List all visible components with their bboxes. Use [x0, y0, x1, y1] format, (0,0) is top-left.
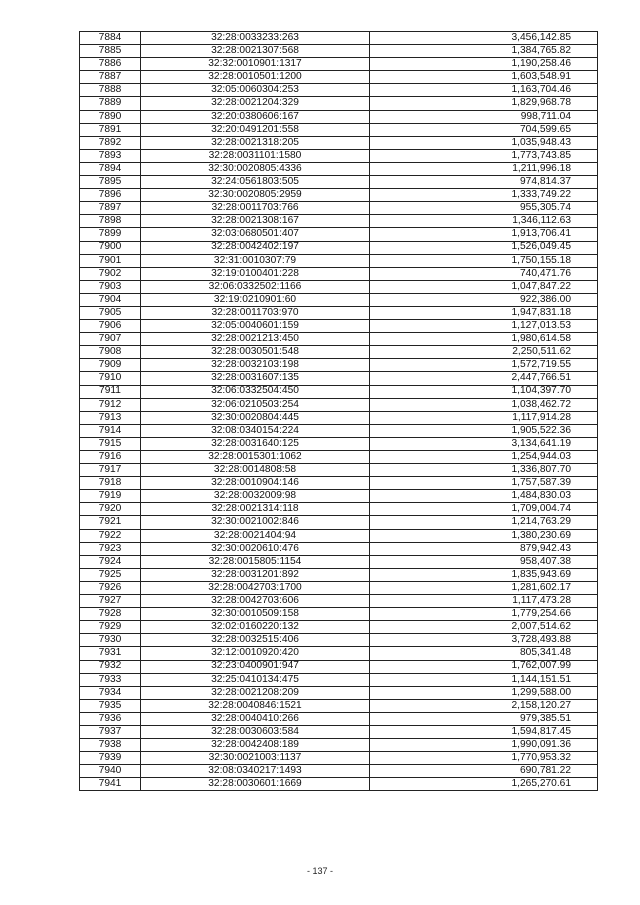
table-row — [80, 542, 598, 555]
row-number-cell: 7901 — [80, 254, 141, 267]
value-cell: 1,144,151.51 — [370, 673, 598, 686]
cadastral-number-cell: 32:05:0040601:159 — [141, 320, 370, 333]
table-row — [80, 529, 598, 542]
cadastral-number-cell: 32:28:0030601:1669 — [141, 778, 370, 791]
value-cell: 1,038,462.72 — [370, 398, 598, 411]
cadastral-number-cell: 32:19:0210901:60 — [141, 293, 370, 306]
value-cell: 1,572,719.55 — [370, 359, 598, 372]
table-row — [80, 254, 598, 267]
cadastral-number-cell: 32:28:0040846:1521 — [141, 699, 370, 712]
table-row — [80, 673, 598, 686]
row-number-cell: 7912 — [80, 398, 141, 411]
table-row — [80, 346, 598, 359]
table-row — [80, 320, 598, 333]
cadastral-number-cell: 32:28:0021318:205 — [141, 136, 370, 149]
value-cell: 740,471.76 — [370, 267, 598, 280]
table-row — [80, 555, 598, 568]
table-row — [80, 660, 598, 673]
cadastral-number-cell: 32:06:0332504:450 — [141, 385, 370, 398]
table-row — [80, 84, 598, 97]
row-number-cell: 7908 — [80, 346, 141, 359]
table-row — [80, 739, 598, 752]
cadastral-number-cell: 32:28:0021213:450 — [141, 333, 370, 346]
cadastral-number-cell: 32:28:0011703:766 — [141, 202, 370, 215]
cadastral-number-cell: 32:19:0100401:228 — [141, 267, 370, 280]
value-cell: 1,336,807.70 — [370, 464, 598, 477]
value-cell: 3,728,493.88 — [370, 634, 598, 647]
table-row — [80, 202, 598, 215]
cadastral-number-cell: 32:28:0030501:548 — [141, 346, 370, 359]
table-row — [80, 71, 598, 84]
value-cell: 1,214,763.29 — [370, 516, 598, 529]
row-number-cell: 7919 — [80, 490, 141, 503]
value-cell: 1,127,013.53 — [370, 320, 598, 333]
row-number-cell: 7903 — [80, 280, 141, 293]
row-number-cell: 7914 — [80, 424, 141, 437]
value-cell: 2,158,120.27 — [370, 699, 598, 712]
cadastral-number-cell: 32:28:0032009:98 — [141, 490, 370, 503]
cadastral-number-cell: 32:28:0021314:118 — [141, 503, 370, 516]
cadastral-number-cell: 32:28:0032515:406 — [141, 634, 370, 647]
row-number-cell: 7888 — [80, 84, 141, 97]
value-cell: 922,386.00 — [370, 293, 598, 306]
value-cell: 1,757,587.39 — [370, 477, 598, 490]
cadastral-number-cell: 32:23:0400901:947 — [141, 660, 370, 673]
cadastral-number-cell: 32:28:0014808:58 — [141, 464, 370, 477]
value-cell: 1,117,473.28 — [370, 595, 598, 608]
row-number-cell: 7930 — [80, 634, 141, 647]
value-cell: 1,526,049.45 — [370, 241, 598, 254]
row-number-cell: 7902 — [80, 267, 141, 280]
cadastral-number-cell: 32:28:0011703:970 — [141, 306, 370, 319]
value-cell: 958,407.38 — [370, 555, 598, 568]
table-row — [80, 241, 598, 254]
cadastral-number-cell: 32:30:0020610:476 — [141, 542, 370, 555]
row-number-cell: 7890 — [80, 110, 141, 123]
table-row — [80, 97, 598, 110]
value-cell: 1,299,588.00 — [370, 686, 598, 699]
cadastral-number-cell: 32:02:0160220:132 — [141, 621, 370, 634]
table-row — [80, 437, 598, 450]
row-number-cell: 7892 — [80, 136, 141, 149]
cadastral-number-cell: 32:32:0010901:1317 — [141, 58, 370, 71]
cadastral-number-cell: 32:05:0060304:253 — [141, 84, 370, 97]
table-row — [80, 503, 598, 516]
table-row — [80, 398, 598, 411]
row-number-cell: 7886 — [80, 58, 141, 71]
value-cell: 879,942.43 — [370, 542, 598, 555]
cadastral-number-cell: 32:28:0021308:167 — [141, 215, 370, 228]
table-row — [80, 647, 598, 660]
table-row — [80, 176, 598, 189]
row-number-cell: 7913 — [80, 411, 141, 424]
table-row — [80, 32, 598, 45]
table-row — [80, 372, 598, 385]
value-cell: 690,781.22 — [370, 765, 598, 778]
row-number-cell: 7897 — [80, 202, 141, 215]
row-number-cell: 7924 — [80, 555, 141, 568]
table-row — [80, 149, 598, 162]
table-row — [80, 778, 598, 791]
row-number-cell: 7920 — [80, 503, 141, 516]
value-cell: 955,305.74 — [370, 202, 598, 215]
cadastral-number-cell: 32:28:0021208:209 — [141, 686, 370, 699]
cadastral-number-cell: 32:12:0010920:420 — [141, 647, 370, 660]
value-cell: 1,990,091.36 — [370, 739, 598, 752]
table-row — [80, 189, 598, 202]
table-row — [80, 451, 598, 464]
value-cell: 2,250,511.62 — [370, 346, 598, 359]
row-number-cell: 7893 — [80, 149, 141, 162]
value-cell: 1,829,968.78 — [370, 97, 598, 110]
table-row — [80, 516, 598, 529]
cadastral-number-cell: 32:28:0031101:1580 — [141, 149, 370, 162]
value-cell: 704,599.65 — [370, 123, 598, 136]
cadastral-number-cell: 32:28:0040410:266 — [141, 712, 370, 725]
value-cell: 805,341.48 — [370, 647, 598, 660]
row-number-cell: 7925 — [80, 568, 141, 581]
row-number-cell: 7928 — [80, 608, 141, 621]
value-cell: 1,380,230.69 — [370, 529, 598, 542]
table-row — [80, 58, 598, 71]
row-number-cell: 7941 — [80, 778, 141, 791]
row-number-cell: 7940 — [80, 765, 141, 778]
table-row — [80, 228, 598, 241]
value-cell: 1,333,749.22 — [370, 189, 598, 202]
table-row — [80, 699, 598, 712]
cadastral-value-table — [79, 31, 598, 791]
row-number-cell: 7918 — [80, 477, 141, 490]
value-cell: 1,905,522.36 — [370, 424, 598, 437]
row-number-cell: 7937 — [80, 725, 141, 738]
row-number-cell: 7911 — [80, 385, 141, 398]
row-number-cell: 7926 — [80, 581, 141, 594]
row-number-cell: 7899 — [80, 228, 141, 241]
value-cell: 1,104,397.70 — [370, 385, 598, 398]
table-row — [80, 608, 598, 621]
table-row — [80, 725, 598, 738]
table-row — [80, 333, 598, 346]
value-cell: 1,762,007.99 — [370, 660, 598, 673]
value-cell: 1,047,847.22 — [370, 280, 598, 293]
row-number-cell: 7935 — [80, 699, 141, 712]
value-cell: 1,281,602.17 — [370, 581, 598, 594]
value-cell: 974,814.37 — [370, 176, 598, 189]
table-row — [80, 306, 598, 319]
row-number-cell: 7894 — [80, 162, 141, 175]
table-row — [80, 712, 598, 725]
row-number-cell: 7922 — [80, 529, 141, 542]
cadastral-number-cell: 32:28:0030603:584 — [141, 725, 370, 738]
value-cell: 1,770,953.32 — [370, 752, 598, 765]
row-number-cell: 7895 — [80, 176, 141, 189]
table-row — [80, 581, 598, 594]
cadastral-number-cell: 32:03:0680501:407 — [141, 228, 370, 241]
cadastral-number-cell: 32:20:0380606:167 — [141, 110, 370, 123]
row-number-cell: 7898 — [80, 215, 141, 228]
table-row — [80, 385, 598, 398]
table-row — [80, 765, 598, 778]
row-number-cell: 7916 — [80, 451, 141, 464]
row-number-cell: 7939 — [80, 752, 141, 765]
cadastral-number-cell: 32:30:0021002:846 — [141, 516, 370, 529]
value-cell: 1,947,831.18 — [370, 306, 598, 319]
cadastral-number-cell: 32:28:0021404:94 — [141, 529, 370, 542]
row-number-cell: 7904 — [80, 293, 141, 306]
cadastral-number-cell: 32:06:0332502:1166 — [141, 280, 370, 293]
table-row — [80, 123, 598, 136]
cadastral-number-cell: 32:28:0031607:135 — [141, 372, 370, 385]
value-cell: 2,447,766.51 — [370, 372, 598, 385]
table-row — [80, 621, 598, 634]
cadastral-number-cell: 32:28:0021307:568 — [141, 45, 370, 58]
row-number-cell: 7923 — [80, 542, 141, 555]
value-cell: 1,346,112.63 — [370, 215, 598, 228]
table-row — [80, 110, 598, 123]
value-cell: 1,980,614.58 — [370, 333, 598, 346]
row-number-cell: 7929 — [80, 621, 141, 634]
table-row — [80, 136, 598, 149]
value-cell: 1,190,258.46 — [370, 58, 598, 71]
cadastral-number-cell: 32:08:0340154:224 — [141, 424, 370, 437]
value-cell: 1,594,817.45 — [370, 725, 598, 738]
row-number-cell: 7889 — [80, 97, 141, 110]
table-row — [80, 359, 598, 372]
value-cell: 1,211,996.18 — [370, 162, 598, 175]
row-number-cell: 7884 — [80, 32, 141, 45]
row-number-cell: 7905 — [80, 306, 141, 319]
cadastral-number-cell: 32:28:0015301:1062 — [141, 451, 370, 464]
cadastral-number-cell: 32:30:0020804:445 — [141, 411, 370, 424]
value-cell: 1,779,254.66 — [370, 608, 598, 621]
row-number-cell: 7927 — [80, 595, 141, 608]
table-row — [80, 162, 598, 175]
cadastral-number-cell: 32:28:0021204:329 — [141, 97, 370, 110]
row-number-cell: 7906 — [80, 320, 141, 333]
row-number-cell: 7896 — [80, 189, 141, 202]
value-cell: 1,117,914.28 — [370, 411, 598, 424]
value-cell: 1,835,943.69 — [370, 568, 598, 581]
cadastral-number-cell: 32:28:0042402:197 — [141, 241, 370, 254]
table-row — [80, 424, 598, 437]
value-cell: 1,265,270.61 — [370, 778, 598, 791]
cadastral-number-cell: 32:28:0031201:892 — [141, 568, 370, 581]
table-row — [80, 752, 598, 765]
value-cell: 1,035,948.43 — [370, 136, 598, 149]
row-number-cell: 7909 — [80, 359, 141, 372]
value-cell: 3,134,641.19 — [370, 437, 598, 450]
table-row — [80, 267, 598, 280]
row-number-cell: 7910 — [80, 372, 141, 385]
value-cell: 979,385.51 — [370, 712, 598, 725]
cadastral-number-cell: 32:25:0410134:475 — [141, 673, 370, 686]
row-number-cell: 7885 — [80, 45, 141, 58]
cadastral-number-cell: 32:20:0491201:558 — [141, 123, 370, 136]
row-number-cell: 7936 — [80, 712, 141, 725]
row-number-cell: 7917 — [80, 464, 141, 477]
value-cell: 1,709,004.74 — [370, 503, 598, 516]
row-number-cell: 7915 — [80, 437, 141, 450]
value-cell: 1,254,944.03 — [370, 451, 598, 464]
cadastral-number-cell: 32:28:0042703:606 — [141, 595, 370, 608]
cadastral-number-cell: 32:08:0340217:1493 — [141, 765, 370, 778]
cadastral-number-cell: 32:28:0042703:1700 — [141, 581, 370, 594]
row-number-cell: 7934 — [80, 686, 141, 699]
value-cell: 1,603,548.91 — [370, 71, 598, 84]
row-number-cell: 7887 — [80, 71, 141, 84]
cadastral-number-cell: 32:30:0021003:1137 — [141, 752, 370, 765]
value-cell: 1,913,706.41 — [370, 228, 598, 241]
value-cell: 1,163,704.46 — [370, 84, 598, 97]
table-row — [80, 280, 598, 293]
table-row — [80, 568, 598, 581]
row-number-cell: 7938 — [80, 739, 141, 752]
row-number-cell: 7907 — [80, 333, 141, 346]
value-cell: 998,711.04 — [370, 110, 598, 123]
cadastral-number-cell: 32:28:0032103:198 — [141, 359, 370, 372]
page-number: - 137 - — [306, 866, 333, 876]
cadastral-number-cell: 32:06:0210503:254 — [141, 398, 370, 411]
table-row — [80, 595, 598, 608]
cadastral-number-cell: 32:28:0010904:146 — [141, 477, 370, 490]
row-number-cell: 7921 — [80, 516, 141, 529]
row-number-cell: 7900 — [80, 241, 141, 254]
cadastral-number-cell: 32:24:0561803:505 — [141, 176, 370, 189]
table-row — [80, 293, 598, 306]
table-body — [80, 32, 598, 791]
table-row — [80, 45, 598, 58]
value-cell: 1,484,830.03 — [370, 490, 598, 503]
row-number-cell: 7933 — [80, 673, 141, 686]
cadastral-number-cell: 32:28:0015805:1154 — [141, 555, 370, 568]
value-cell: 2,007,514.62 — [370, 621, 598, 634]
cadastral-number-cell: 32:28:0042408:189 — [141, 739, 370, 752]
cadastral-number-cell: 32:30:0020805:4336 — [141, 162, 370, 175]
value-cell: 1,750,155.18 — [370, 254, 598, 267]
table-row — [80, 490, 598, 503]
table-row — [80, 686, 598, 699]
table-row — [80, 411, 598, 424]
cadastral-number-cell: 32:30:0010509:158 — [141, 608, 370, 621]
table-row — [80, 477, 598, 490]
cadastral-number-cell: 32:28:0033233:263 — [141, 32, 370, 45]
table-row — [80, 464, 598, 477]
row-number-cell: 7891 — [80, 123, 141, 136]
cadastral-number-cell: 32:31:0010307:79 — [141, 254, 370, 267]
value-cell: 3,456,142.85 — [370, 32, 598, 45]
cadastral-number-cell: 32:28:0010501:1200 — [141, 71, 370, 84]
row-number-cell: 7932 — [80, 660, 141, 673]
row-number-cell: 7931 — [80, 647, 141, 660]
value-cell: 1,773,743.85 — [370, 149, 598, 162]
value-cell: 1,384,765.82 — [370, 45, 598, 58]
cadastral-number-cell: 32:28:0031640:125 — [141, 437, 370, 450]
cadastral-number-cell: 32:30:0020805:2959 — [141, 189, 370, 202]
table-row — [80, 634, 598, 647]
table-row — [80, 215, 598, 228]
